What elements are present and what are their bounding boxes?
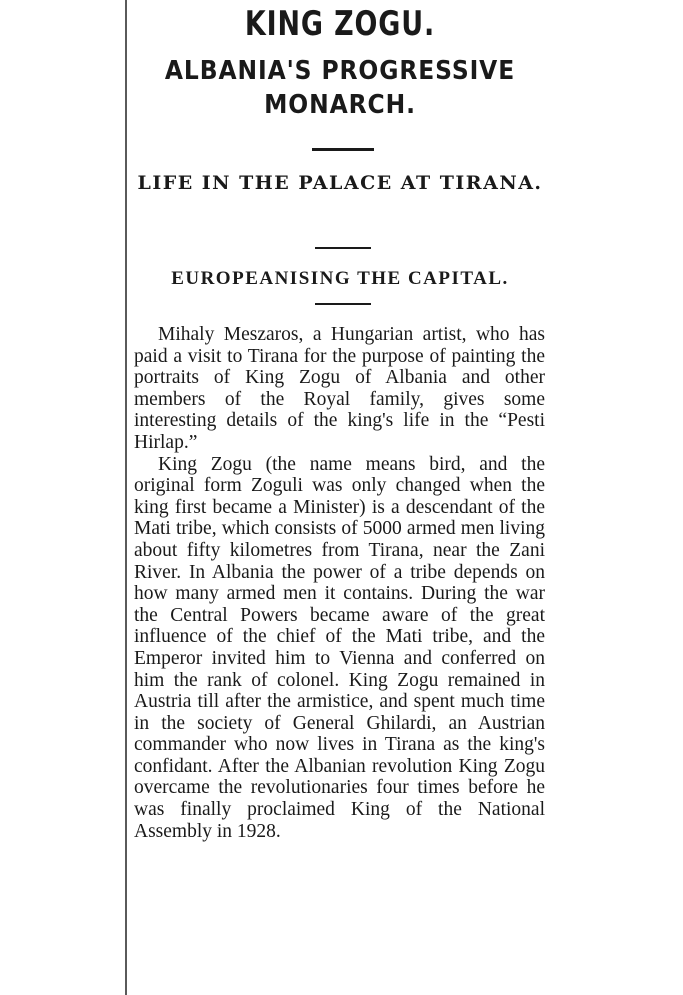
paragraph-1: Mihaly Meszaros, a Hungarian artist, who has paid a visit to Tirana for the purpose of painting the portraits of King Zogu of Albania and other members of the Royal family, gives some interesting details of the king's life in the “Pesti Hirlap.”: [134, 324, 545, 453]
headline: KING ZOGU.: [244, 4, 436, 44]
subdeck: EUROPEANISING THE CAPITAL.: [171, 268, 509, 289]
article-body: [134, 324, 545, 842]
subdeck-rule: [315, 303, 371, 305]
deck: LIFE IN THE PALACE AT TIRANA.: [137, 172, 543, 194]
paragraph-2: King Zogu (the name means bird, and the original form Zoguli was only changed when the king first became a Minister) is a descendant of the Mati tribe, which consists of 5000 armed men living about fifty kilometres from Tirana, near the Zani River. In Albania the power of a tribe depends on how many armed men it contains. During the war the Central Powers became aware of the great influence of the chief of the Mati tribe, and the Emperor invited him to Vienna and conferred on him the rank of colonel. King Zogu remained in Austria till after the armistice, and spent much time in the society of General Ghilardi, an Austrian commander who now lives in Tirana as the king's confidant. After the Albanian revolution King Zogu overcame the revolutionaries four times before he was finally proclaimed King of the National Assembly in 1928.: [134, 453, 545, 842]
deck-rule: [315, 247, 371, 249]
subheadline: ALBANIA'S PROGRESSIVE MONARCH.: [164, 56, 516, 120]
headline-rule: [312, 148, 374, 151]
column-rule: [125, 0, 127, 995]
